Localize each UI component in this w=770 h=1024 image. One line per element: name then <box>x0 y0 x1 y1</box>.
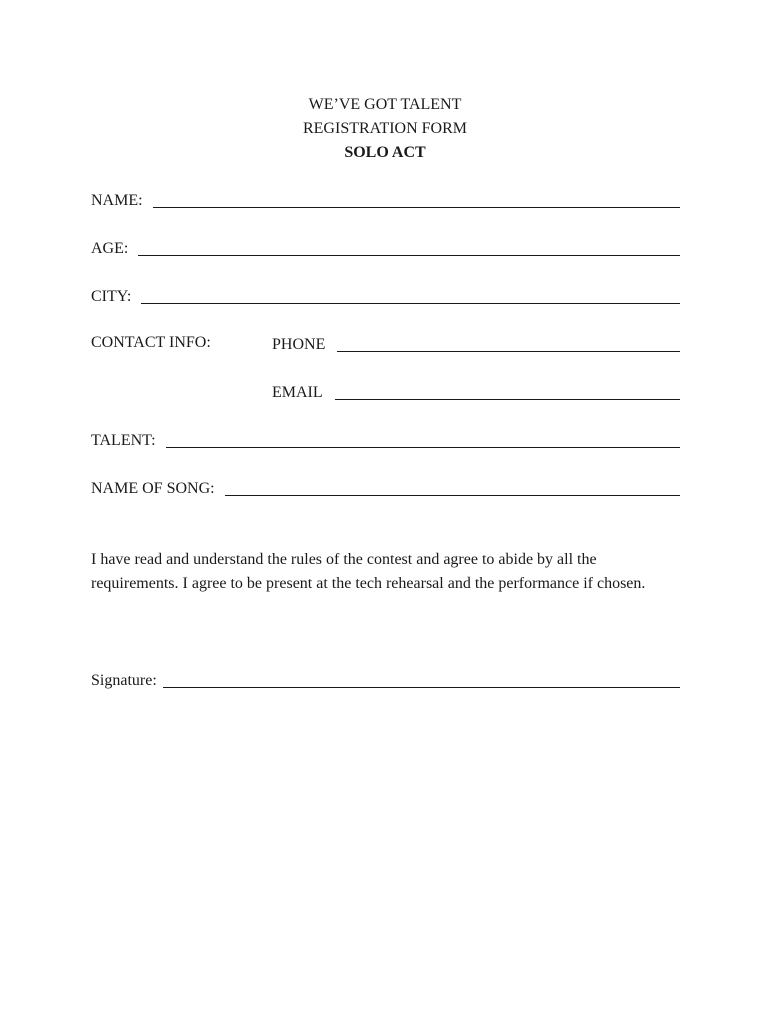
phone-field-row <box>272 332 680 354</box>
signature-label: Signature: <box>91 672 157 689</box>
song-field-row <box>91 476 680 498</box>
age-field-row <box>91 236 680 258</box>
signature-field-row <box>91 668 680 690</box>
contact-info-label: CONTACT INFO: <box>91 334 211 351</box>
age-label: AGE: <box>91 240 129 257</box>
title-line-3: SOLO ACT <box>344 144 426 161</box>
name-field-row <box>91 188 680 210</box>
agreement-text: I have read and understand the rules of the contest and agree to abide by all the requirements. I agree to be present at the tech rehearsal and the performance if chosen. <box>91 551 646 592</box>
city-field-row <box>91 284 680 306</box>
signature-blank-line[interactable] <box>163 687 680 688</box>
age-blank-line[interactable] <box>138 255 680 256</box>
title-line-1: WE’VE GOT TALENT <box>308 96 462 113</box>
city-label: CITY: <box>91 288 132 305</box>
phone-blank-line[interactable] <box>337 351 680 352</box>
phone-label: PHONE <box>272 336 326 353</box>
name-blank-line[interactable] <box>153 207 680 208</box>
talent-label: TALENT: <box>91 432 156 449</box>
song-blank-line[interactable] <box>225 495 680 496</box>
talent-field-row <box>91 428 680 450</box>
form-header <box>0 93 770 165</box>
title-line-2: REGISTRATION FORM <box>302 120 467 137</box>
city-blank-line[interactable] <box>141 303 680 304</box>
name-label: NAME: <box>91 192 143 209</box>
email-field-row <box>272 380 680 402</box>
email-label: EMAIL <box>272 384 323 401</box>
song-label: NAME OF SONG: <box>91 480 215 497</box>
email-blank-line[interactable] <box>335 399 680 400</box>
talent-blank-line[interactable] <box>166 447 680 448</box>
